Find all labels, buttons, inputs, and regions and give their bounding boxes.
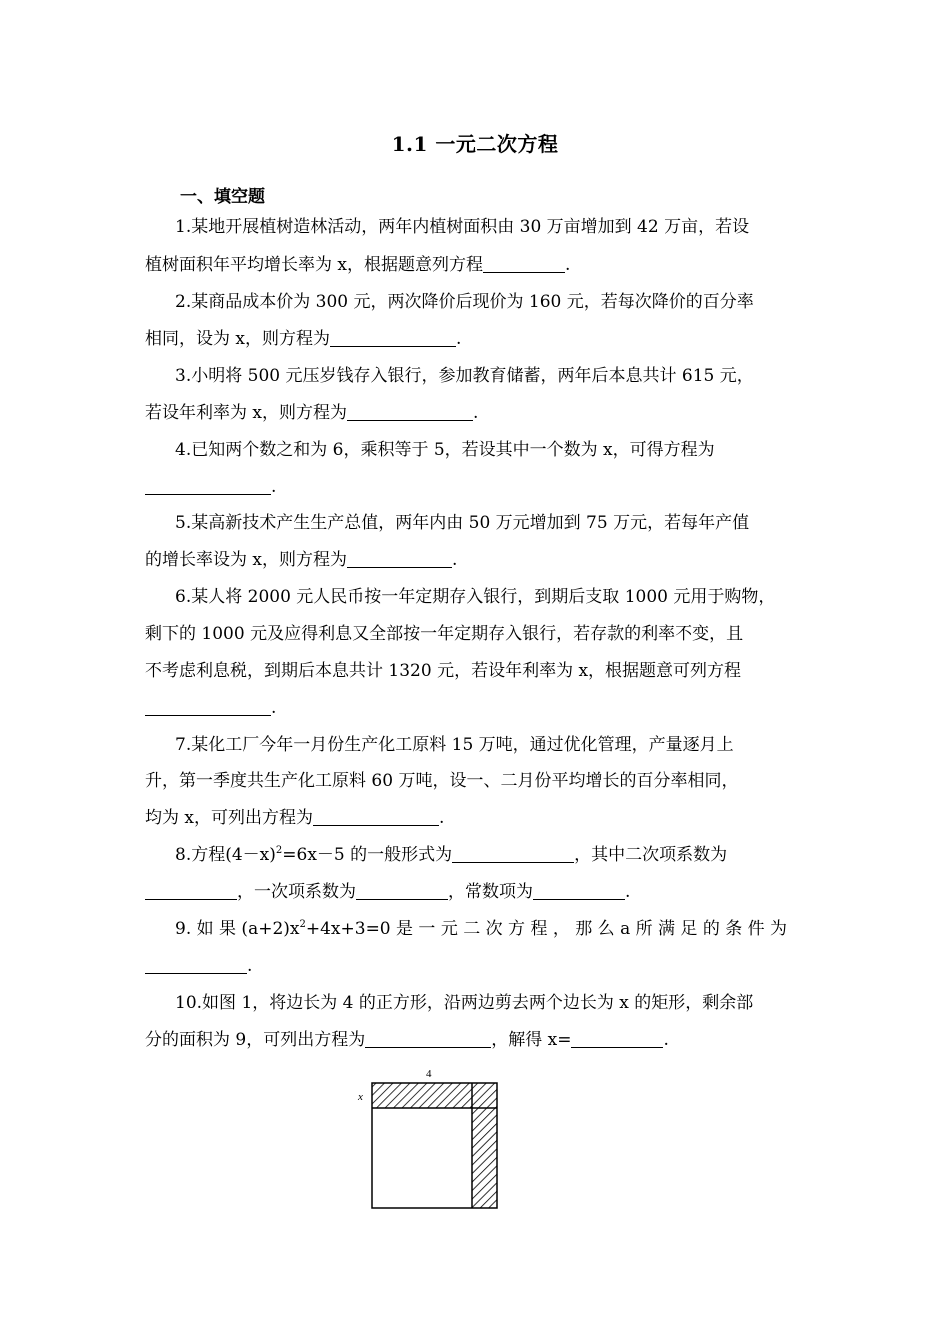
answer-blank[interactable]: [571, 1029, 663, 1048]
question-3-line-2: 若设年利率为 x，则方程为 .: [145, 403, 479, 423]
answer-blank[interactable]: [347, 402, 473, 421]
answer-blank[interactable]: [356, 881, 448, 900]
question-5-line-2: 的增长率设为 x，则方程为 .: [145, 550, 458, 570]
question-9-line-1: 9. 如 果 $(a+2)x^2+4x+3=0$ 是 一 元 二 次 方 程 ， 那 么 a 所 满 足 的 条 件 为: [175, 919, 788, 939]
question-9-line-2: .: [145, 954, 810, 978]
question-4-line-2: .: [145, 475, 810, 499]
question-3-line-1: 3.小明将 500 元压岁钱存入银行，参加教育储蓄，两年后本息共计 615 元，: [175, 366, 754, 386]
answer-blank[interactable]: [313, 807, 439, 826]
question-6-line-1: 6.某人将 2000 元人民币按一年定期存入银行，到期后支取 1000 元用于购物，: [175, 587, 776, 607]
question-6-line-2: 剩下的 1000 元及应得利息又全部按一年定期存入银行，若存款的利率不变，且: [145, 624, 744, 644]
question-4-line-1: 4.已知两个数之和为 6，乘积等于 5，若设其中一个数为 x，可得方程为: [175, 440, 715, 460]
question-5-line-1: 5.某高新技术产生生产总值，两年内由 50 万元增加到 75 万元，若每年产值: [175, 513, 750, 533]
question-6-line-3: 不考虑利息税，到期后本息共计 1320 元，若设年利率为 x，根据题意可列方程: [145, 661, 742, 681]
question-8-line-2: ，一次项系数为 ，常数项为 .: [145, 880, 810, 904]
answer-blank[interactable]: [483, 254, 565, 273]
question-10-line-1: 10.如图 1，将边长为 4 的正方形，沿两边剪去两个边长为 x 的矩形，剩余部: [175, 993, 754, 1013]
question-7-line-1: 7.某化工厂今年一月份生产化工原料 15 万吨，通过优化管理，产量逐月上: [175, 735, 734, 755]
question-10-line-2: 分的面积为 9，可列出方程为 ，解得 x= .: [145, 1030, 669, 1050]
figure-label-top: 4: [426, 1068, 432, 1080]
hatched-right-strip: [472, 1108, 497, 1208]
question-1-line-1: 1.某地开展植树造林活动，两年内植树面积由 30 万亩增加到 42 万亩，若设: [175, 217, 750, 237]
answer-blank[interactable]: [347, 549, 452, 568]
question-2-line-2: 相同，设为 x，则方程为 .: [145, 329, 462, 349]
answer-blank[interactable]: [145, 881, 237, 900]
figure-label-side: x: [358, 1091, 363, 1103]
square-figure: [352, 1064, 512, 1214]
answer-blank[interactable]: [533, 881, 625, 900]
question-1-line-2: 植树面积年平均增长率为 x，根据题意列方程 .: [145, 255, 571, 275]
page-title: 1.1 一元二次方程: [391, 132, 559, 156]
section-heading: 一、填空题: [180, 187, 265, 207]
question-2-line-1: 2.某商品成本价为 300 元，两次降价后现价为 160 元，若每次降价的百分率: [175, 292, 754, 312]
question-6-line-4: .: [145, 696, 810, 720]
answer-blank[interactable]: [330, 328, 456, 347]
answer-blank[interactable]: [145, 476, 271, 495]
hatched-top-strip: [372, 1083, 497, 1108]
question-8-line-1: 8.方程$(4-x)^2=6x-5$ 的一般形式为 ，其中二次项系数为: [175, 845, 728, 865]
answer-blank[interactable]: [365, 1029, 491, 1048]
question-7-line-3: 均为 x，可列出方程为 .: [145, 808, 445, 828]
question-7-line-2: 升，第一季度共生产化工原料 60 万吨，设一、二月份平均增长的百分率相同，: [145, 771, 739, 791]
answer-blank[interactable]: [145, 697, 271, 716]
answer-blank[interactable]: [145, 955, 247, 974]
answer-blank[interactable]: [452, 844, 574, 863]
